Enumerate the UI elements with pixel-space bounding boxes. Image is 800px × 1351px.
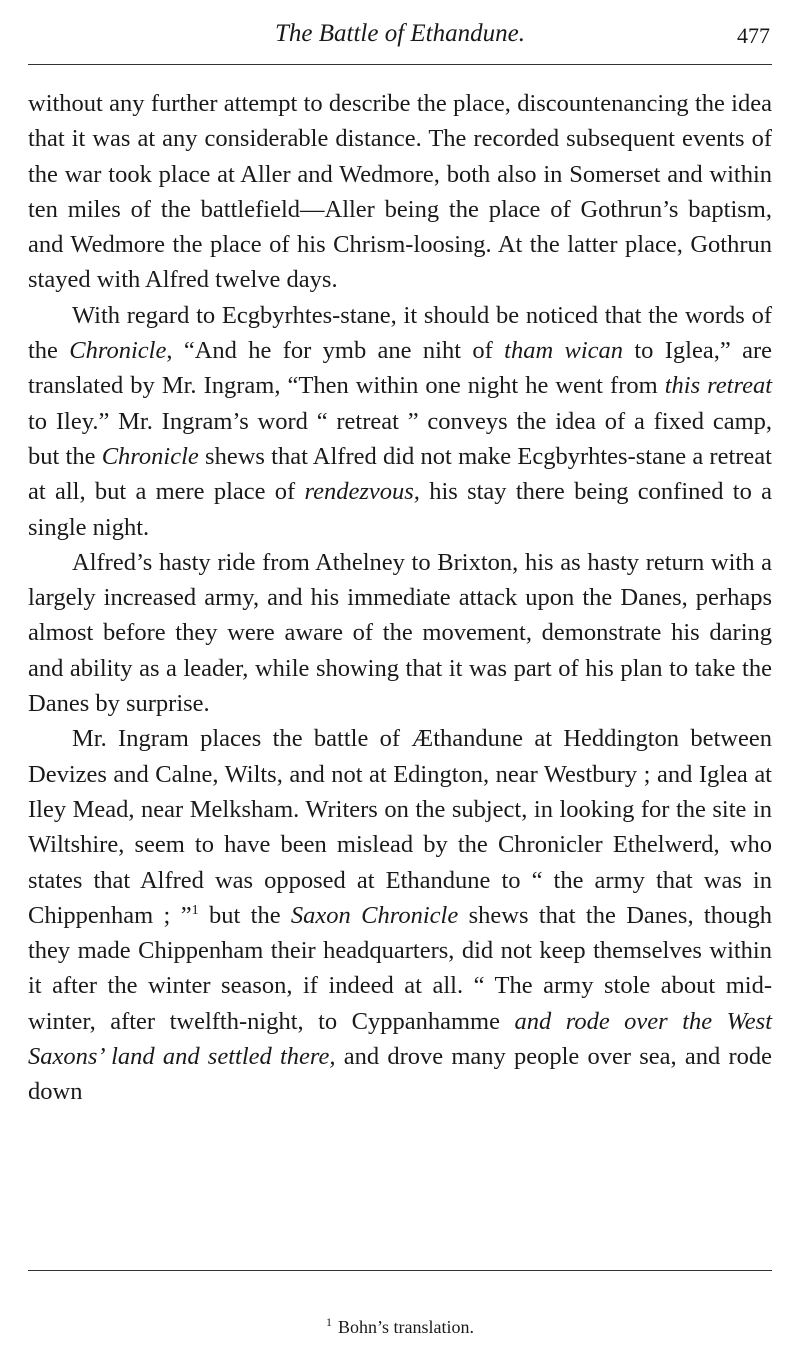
footnote-reference: 1 xyxy=(191,902,199,918)
text-run: , “And he for ymb ane niht of xyxy=(166,337,505,365)
italic-text: Chronicle xyxy=(69,337,167,365)
text-run: and drove many people over sea, and rode down xyxy=(28,1043,772,1106)
header-rule xyxy=(28,64,772,65)
italic-text: this retreat xyxy=(664,372,773,400)
body-text xyxy=(28,86,772,1110)
footnote-rule xyxy=(28,1270,772,1271)
text-run: but the xyxy=(198,901,291,929)
text-run: his stay there being confined to a single night. xyxy=(28,478,772,541)
text-run: shews that Alfred did not make Ecgbyrhtes-stane a retreat at all, but a mere place of xyxy=(28,442,772,506)
paragraph xyxy=(28,545,772,721)
text-run: With regard to Ecgbyrhtes-stane, it should be noticed that the words of the xyxy=(28,301,772,365)
running-head xyxy=(28,14,772,54)
italic-text: tham wican xyxy=(504,337,624,365)
paragraph xyxy=(28,86,772,298)
paragraph xyxy=(28,298,772,545)
text-run: shews that the Danes, though they made Chippenham their headquarters, did not keep themselves within it after the winter season, if indeed at all. “ The army stole about mid-winter, after twelfth-night, to Cyppanhamme xyxy=(28,901,772,1035)
paragraph xyxy=(28,721,772,1109)
italic-text: Saxon Chronicle xyxy=(290,901,459,929)
italic-text: Chronicle xyxy=(101,442,199,470)
text-run: Alfred’s hasty ride from Athelney to Brixton, his as hasty return with a largely increased army, and his immediate attack upon the Danes, perhaps almost before they were aware of the movement, demonstrate his daring and ability as a leader, while showing that it was part of his plan to take the Danes by surprise. xyxy=(28,548,772,718)
text-run: to Iglea,” are translated by Mr. Ingram, “Then within one night he went from xyxy=(28,337,772,400)
page-number: 477 xyxy=(737,23,770,48)
footnote-text: Bohn’s translation. xyxy=(338,1317,474,1337)
text-run: Mr. Ingram places the battle of Æthandune at Heddington between Devizes and Calne, Wilts, and not at Edington, near Westbury ; and Iglea at Iley Mead, near Melksham. Writers on the subject, in looking for the site in Wiltshire, seem to have been mislead by the Chronicler Ethelwerd, who states that Alfred was opposed at Ethandune to “ the army that was in Chippenham ; ” xyxy=(28,725,772,929)
italic-text: and rode over the West Saxons’ land and settled there, xyxy=(28,1007,772,1071)
text-run: without any further attempt to describe the place, discountenancing the idea that it was at any considerable distance. The recorded subsequent events of the war took place at Aller and Wedmore, both also in Somerset and within ten miles of the battlefield—Aller being the place of Gothrun’s baptism, and Wedmore the place of his Chrism-loosing. At the latter place, Gothrun stayed with Alfred twelve days. xyxy=(28,90,772,294)
text-run: to Iley.” Mr. Ingram’s word “ retreat ” conveys the idea of a fixed camp, but the xyxy=(28,407,772,470)
footnote xyxy=(0,1310,800,1339)
italic-text: rendezvous, xyxy=(304,478,420,506)
running-title: The Battle of Ethandune. xyxy=(275,20,525,47)
footnote-marker: 1 xyxy=(326,1315,332,1329)
